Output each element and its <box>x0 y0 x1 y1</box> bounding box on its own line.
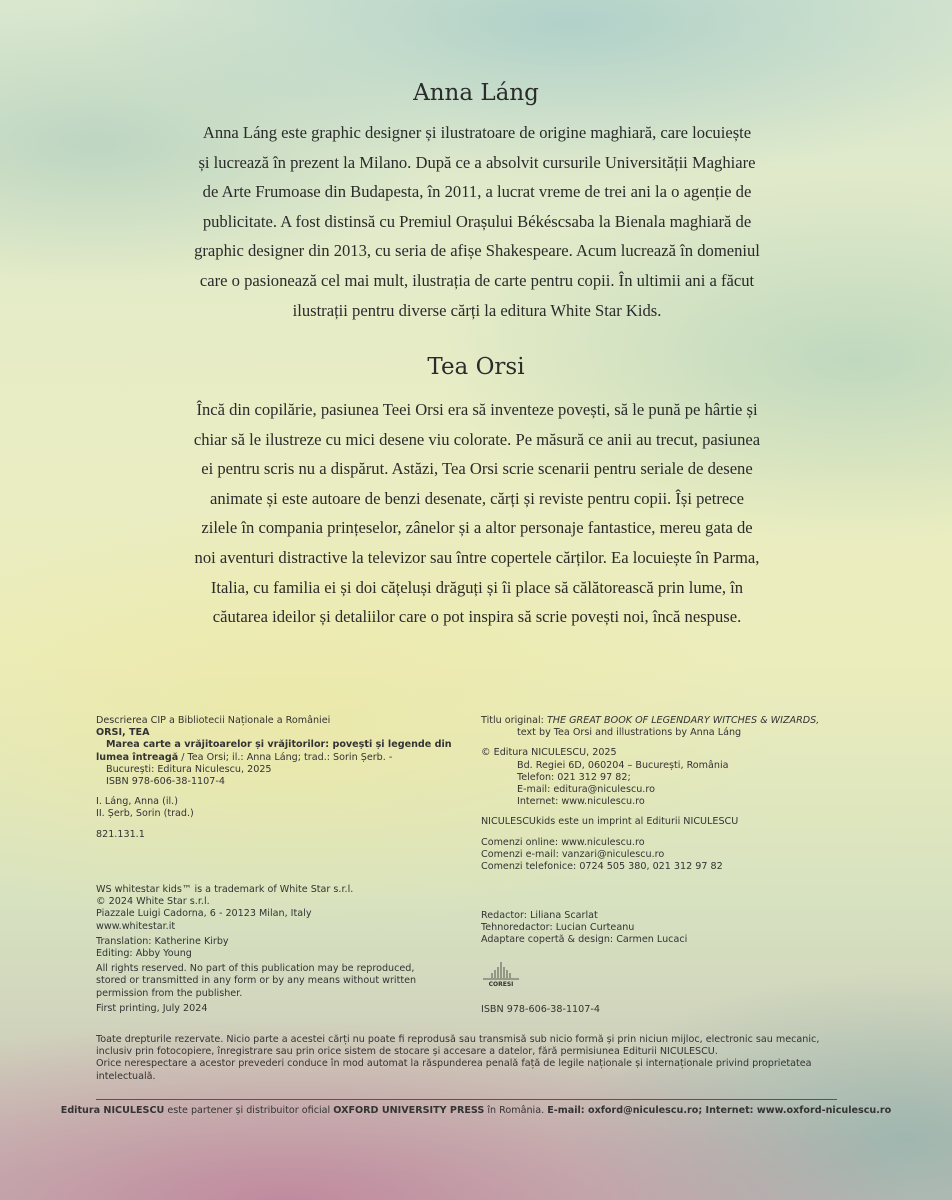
bio-line: animate și este autoare de benzi desenate, cărți și reviste pentru copii. Își petrece <box>210 488 744 508</box>
bio-line: Încă din copilărie, pasiunea Teei Orsi era să inventeze povești, să le pună pe hârtie și <box>196 400 758 419</box>
bio-line: Anna Láng este graphic designer și ilustratoare de origine maghiară, care locuiește <box>202 123 752 142</box>
cip-contributor: I. Láng, Anna (il.) <box>96 796 178 808</box>
imprint-note: NICULESCUkids este un imprint al Editurii NICULESCU <box>481 816 739 828</box>
cip-isbn: ISBN 978-606-38-1107-4 <box>106 776 225 788</box>
original-title-label: Titlu original: <box>481 715 547 726</box>
design-credit: Adaptare copertă & design: Carmen Lucaci <box>481 934 688 946</box>
cip-contributor: II. Șerb, Sorin (trad.) <box>96 808 194 820</box>
orders-phone: Comenzi telefonice: 0724 505 380, 021 312 97 82 <box>481 861 723 873</box>
whitestar-web: www.whitestar.it <box>96 920 176 932</box>
author-name-anna-lang: Anna Láng <box>413 80 539 106</box>
partner-text-end: în România. <box>484 1105 545 1116</box>
publisher-phone: Telefon: 021 312 97 82; <box>517 771 631 783</box>
tehnoredactor-credit: Tehnoredactor: Lucian Curteanu <box>481 922 635 934</box>
cip-authors: ORSI, TEA <box>96 727 150 739</box>
coresi-logo-icon <box>481 958 521 988</box>
legal-line: inclusiv prin fotocopiere, înregistrare sau prin orice sistem de stocare și accesare a datelor, fără permisiunea Editurii NICULESCU. <box>96 1046 718 1058</box>
rights-line: All rights reserved. No part of this publication may be reproduced, <box>96 963 415 975</box>
bio-line: ilustrații pentru diverse cărți la editura White Star Kids. <box>292 300 662 320</box>
redactor-credit: Redactor: Liliana Scarlat <box>481 910 598 921</box>
legal-line: Orice nerespectare a acestor prevederi conduce în mod automat la răspunderea penală față de legile naționale și internaționale privind proprietatea <box>96 1058 812 1070</box>
cip-book-credits: / Tea Orsi; il.: Anna Láng; trad.: Sorin Șerb. - <box>178 751 393 763</box>
trademark-note: WS whitestar kids™ is a trademark of White Star s.r.l. <box>96 884 354 895</box>
bio-line: chiar să le ilustreze cu mici desene viu colorate. Pe măsură ce anii au trecut, pasiunea <box>193 429 761 449</box>
cip-book-title-end: lumea întreagă <box>96 751 179 763</box>
author-name-tea-orsi: Tea Orsi <box>427 354 525 380</box>
author-bio-tea-orsi <box>180 395 774 632</box>
rights-line: permission from the publisher. <box>96 987 243 999</box>
partner-note <box>0 1105 952 1117</box>
bio-line: ei pentru scris nu a dispărut. Astăzi, Tea Orsi scrie scenarii pentru seriale de desene <box>201 459 753 479</box>
rights-line: stored or transmitted in any form or by any means without written <box>96 975 417 987</box>
author-bio-anna-lang <box>180 118 774 325</box>
cip-place: București: Editura Niculescu, 2025 <box>106 763 272 775</box>
cip-book-title: Marea carte a vrăjitoarelor și vrăjitorilor: povești și legende din <box>106 739 452 751</box>
bio-line: căutarea ideilor și detaliilor care o pot inspira să scrie povești noi, încă nespuse. <box>212 607 742 627</box>
bio-line: care o pasionează cel mai mult, ilustrația de carte pentru copii. În ultimii ani a făcut <box>199 270 755 290</box>
legal-notice <box>96 1034 819 1083</box>
publisher-email: E-mail: editura@niculescu.ro <box>517 784 655 796</box>
cip-description <box>96 715 452 841</box>
original-title: THE GREAT BOOK OF LEGENDARY WITCHES & WIZARDS, <box>546 715 820 726</box>
partner-oup: OXFORD UNIVERSITY PRESS <box>333 1105 485 1116</box>
translation-credit: Translation: Katherine Kirby <box>96 935 229 947</box>
partner-text: este partener și distribuitor oficial <box>164 1105 334 1116</box>
orders-online: Comenzi online: www.niculescu.ro <box>481 836 645 848</box>
publisher-info <box>481 715 819 873</box>
editing-credit: Editing: Abby Young <box>96 948 192 960</box>
bio-line: de Arte Frumoase din Budapesta, în 2011, a lucrat vreme de trei ani la o agenție de <box>202 182 752 202</box>
publisher-isbn: ISBN 978-606-38-1107-4 <box>481 1004 600 1015</box>
orders-email: Comenzi e-mail: vanzari@niculescu.ro <box>481 848 665 860</box>
divider <box>96 1099 837 1100</box>
whitestar-address: Piazzale Luigi Cadorna, 6 - 20123 Milan, Italy <box>96 908 312 920</box>
whitestar-info <box>96 884 416 1015</box>
bio-line: noi aventuri distractive la televizor sau între copertele cărților. Ea locuiește în Parma, <box>194 547 760 567</box>
original-credits: text by Tea Orsi and illustrations by Anna Láng <box>517 727 742 739</box>
first-printing: First printing, July 2024 <box>96 1002 208 1014</box>
bio-line: publicitate. A fost distinsă cu Premiul Orașului Békéscsaba la Bienala maghiară de <box>202 211 752 231</box>
legal-line: intelectuală. <box>96 1070 156 1082</box>
partner-publisher: Editura NICULESCU <box>60 1105 165 1116</box>
cip-title: Descrierea CIP a Bibliotecii Naționale a României <box>96 715 331 726</box>
editorial-credits <box>481 910 687 947</box>
partner-contacts: E-mail: oxford@niculescu.ro; Internet: www.oxford-niculescu.ro <box>547 1105 892 1116</box>
coresi-logo <box>481 958 521 988</box>
bio-line: graphic designer din 2013, cu seria de afișe Shakespeare. Acum lucrează în domeniul <box>194 241 760 261</box>
bio-line: și lucrează în prezent la Milano. După ce a absolvit cursurile Universității Maghiare <box>198 152 756 172</box>
printer-logo-text: CORESI <box>488 981 514 988</box>
cip-udc: 821.131.1 <box>96 828 145 840</box>
publisher-copyright: © Editura NICULESCU, 2025 <box>481 747 617 759</box>
publisher-address: Bd. Regiei 6D, 060204 – București, România <box>517 759 729 771</box>
legal-line: Toate drepturile rezervate. Nicio parte a acestei cărți nu poate fi reprodusă sau transmisă sub nicio formă și prin niciun mijloc, electronic sau mecanic, <box>96 1034 820 1045</box>
bio-line: Italia, cu familia ei și doi cățeluși drăguți și îi place să călătorească prin lume, în <box>210 577 744 597</box>
bio-line: zilele în compania prințeselor, zânelor și a altor personaje fantastice, mereu gata de <box>201 518 753 538</box>
whitestar-copyright: © 2024 White Star s.r.l. <box>96 896 210 908</box>
publisher-internet: Internet: www.niculescu.ro <box>517 796 645 808</box>
